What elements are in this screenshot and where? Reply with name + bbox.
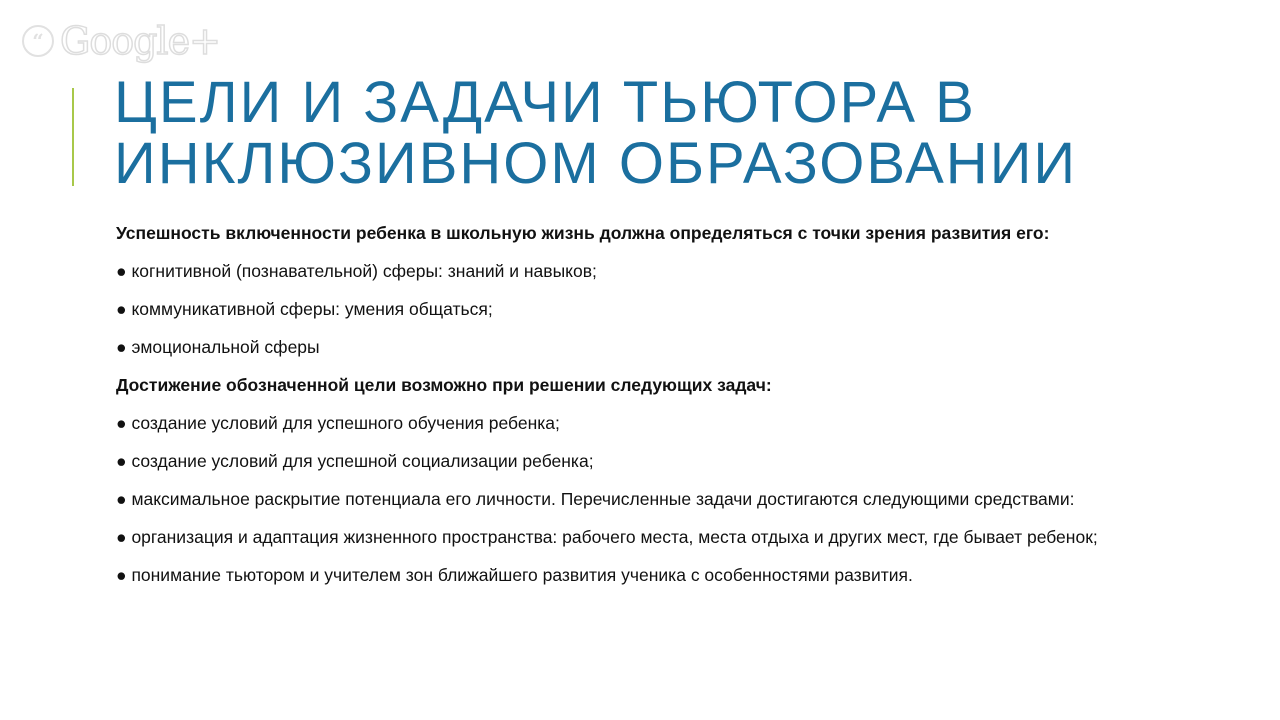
slide-title-line-1: ЦЕЛИ И ЗАДАЧИ ТЬЮТОРА В — [114, 70, 976, 135]
bullet-item: ● коммуникативной сферы: умения общаться; — [116, 300, 1176, 318]
accent-bar — [72, 88, 74, 186]
quote-bubble-icon: “ — [22, 25, 54, 57]
google-plus-watermark — [22, 19, 220, 63]
tasks-paragraph: Достижение обозначенной цели возможно при решении следующих задач: — [116, 375, 772, 395]
bullet-item: ● когнитивной (познавательной) сферы: знаний и навыков; — [116, 262, 1176, 280]
intro-paragraph: Успешность включенности ребенка в школьную жизнь должна определяться с точки зрения развития его: — [116, 223, 1050, 243]
bullet-item: ● создание условий для успешного обучения ребенка; — [116, 414, 1176, 432]
watermark-text: Google+ — [60, 19, 220, 63]
slide-title-line-2: ИНКЛЮЗИВНОМ ОБРАЗОВАНИИ — [114, 131, 1078, 196]
bullet-item: ● создание условий для успешной социализации ребенка; — [116, 452, 1176, 470]
bullet-item: ● максимальное раскрытие потенциала его личности. Перечисленные задачи достигаются следующими средствами: — [116, 490, 1176, 508]
bullet-item: ● организация и адаптация жизненного пространства: рабочего места, места отдыха и других мест, где бывает ребенок; — [116, 528, 1176, 546]
slide-body — [116, 224, 1176, 604]
slide-title — [114, 72, 1214, 194]
bullet-item: ● понимание тьютором и учителем зон ближайшего развития ученика с особенностями развития. — [116, 566, 1176, 584]
bullet-item: ● эмоциональной сферы — [116, 338, 1176, 356]
